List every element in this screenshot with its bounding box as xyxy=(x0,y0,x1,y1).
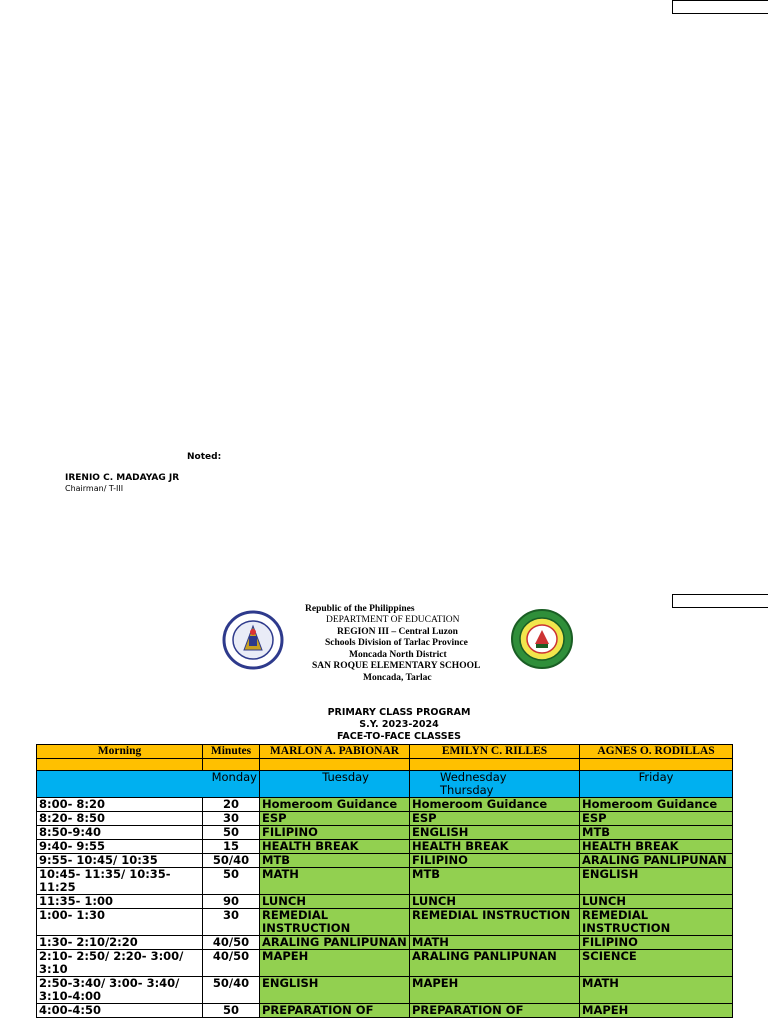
subject-cell: FILIPINO xyxy=(580,936,733,950)
subject-cell: Homeroom Guidance xyxy=(580,798,733,812)
subject-cell: LUNCH xyxy=(260,895,410,909)
subject-cell: ENGLISH xyxy=(410,826,580,840)
program-title: PRIMARY CLASS PROGRAM xyxy=(327,707,471,718)
day-label: Thursday xyxy=(440,783,494,797)
class-program-table xyxy=(36,744,733,1018)
subject-cell: MAPEH xyxy=(580,1004,733,1018)
table-row xyxy=(37,798,733,812)
minutes-cell: 50 xyxy=(203,1004,260,1018)
header-cell: Morning xyxy=(37,745,203,759)
subject-cell: SCIENCE xyxy=(580,950,733,977)
table-row xyxy=(37,812,733,826)
signatory-name: IRENIO C. MADAYAG JR xyxy=(65,473,180,483)
day-label: Monday xyxy=(211,770,257,784)
day-label: Tuesday xyxy=(322,770,369,784)
signatory-title: Chairman/ T-III xyxy=(65,484,124,493)
subject-cell: HEALTH BREAK xyxy=(410,840,580,854)
day-label: Friday xyxy=(638,770,674,784)
table-row xyxy=(37,950,733,977)
division-line: Schools Division of Tarlac Province xyxy=(325,638,468,648)
republic-line: Republic of the Philippines xyxy=(305,604,415,614)
minutes-cell: 40/50 xyxy=(203,936,260,950)
minutes-cell: 50 xyxy=(203,868,260,895)
subject-cell: Homeroom Guidance xyxy=(260,798,410,812)
subject-cell: PREPARATION OF xyxy=(260,1004,410,1018)
minutes-cell: 20 xyxy=(203,798,260,812)
subject-cell: ESP xyxy=(410,812,580,826)
region-line: REGION III – Central Luzon xyxy=(337,627,458,637)
day-label: Wednesday xyxy=(440,770,507,784)
subject-cell: MAPEH xyxy=(410,977,580,1004)
subject-cell: MTB xyxy=(580,826,733,840)
minutes-cell: 90 xyxy=(203,895,260,909)
top-right-frame xyxy=(672,0,768,14)
subject-cell: REMEDIAL INSTRUCTION xyxy=(260,909,410,936)
subject-cell: ENGLISH xyxy=(260,977,410,1004)
subject-cell: LUNCH xyxy=(410,895,580,909)
time-cell: 11:35- 1:00 xyxy=(37,895,203,909)
table-row xyxy=(37,895,733,909)
subject-cell: ARALING PANLIPUNAN xyxy=(410,950,580,977)
time-cell: 1:30- 2:10/2:20 xyxy=(37,936,203,950)
minutes-cell: 40/50 xyxy=(203,950,260,977)
table-header-row xyxy=(37,745,733,759)
time-cell: 10:45- 11:35/ 10:35- 11:25 xyxy=(37,868,203,895)
location-line: Moncada, Tarlac xyxy=(363,673,432,683)
subject-cell: HEALTH BREAK xyxy=(260,840,410,854)
time-cell: 9:40- 9:55 xyxy=(37,840,203,854)
department-line: DEPARTMENT OF EDUCATION xyxy=(326,615,460,625)
school-seal-icon xyxy=(510,608,574,670)
subject-cell: ARALING PANLIPUNAN xyxy=(260,936,410,950)
subject-cell: MATH xyxy=(260,868,410,895)
subject-cell: PREPARATION OF xyxy=(410,1004,580,1018)
header-cell: EMILYN C. RILLES xyxy=(410,745,580,759)
district-line: Moncada North District xyxy=(349,650,447,660)
minutes-cell: 50/40 xyxy=(203,854,260,868)
table-row xyxy=(37,977,733,1004)
table-row xyxy=(37,854,733,868)
school-year: S.Y. 2023-2024 xyxy=(359,719,439,730)
deped-seal-icon xyxy=(222,610,284,670)
time-cell: 8:50-9:40 xyxy=(37,826,203,840)
days-row xyxy=(37,771,733,798)
school-line: SAN ROQUE ELEMENTARY SCHOOL xyxy=(312,661,481,671)
subject-cell: MATH xyxy=(410,936,580,950)
time-cell: 2:10- 2:50/ 2:20- 3:00/ 3:10 xyxy=(37,950,203,977)
subject-cell: REMEDIAL INSTRUCTION xyxy=(580,909,733,936)
table-row xyxy=(37,840,733,854)
subject-cell: MTB xyxy=(410,868,580,895)
minutes-cell: 50 xyxy=(203,826,260,840)
subject-cell: FILIPINO xyxy=(410,854,580,868)
header-cell: AGNES O. RODILLAS xyxy=(580,745,733,759)
subject-cell: REMEDIAL INSTRUCTION xyxy=(410,909,580,936)
subject-cell: FILIPINO xyxy=(260,826,410,840)
header-cell: MARLON A. PABIONAR xyxy=(260,745,410,759)
noted-label: Noted: xyxy=(187,452,222,462)
subject-cell: ESP xyxy=(260,812,410,826)
time-cell: 4:00-4:50 xyxy=(37,1004,203,1018)
blank-row xyxy=(37,759,733,771)
minutes-cell: 15 xyxy=(203,840,260,854)
table-row xyxy=(37,868,733,895)
subject-cell: MTB xyxy=(260,854,410,868)
second-page-frame xyxy=(672,594,768,608)
subject-cell: Homeroom Guidance xyxy=(410,798,580,812)
time-cell: 9:55- 10:45/ 10:35 xyxy=(37,854,203,868)
subject-cell: MAPEH xyxy=(260,950,410,977)
table-row xyxy=(37,909,733,936)
subject-cell: HEALTH BREAK xyxy=(580,840,733,854)
class-mode: FACE-TO-FACE CLASSES xyxy=(337,731,461,742)
subject-cell: ENGLISH xyxy=(580,868,733,895)
time-cell: 1:00- 1:30 xyxy=(37,909,203,936)
subject-cell: ARALING PANLIPUNAN xyxy=(580,854,733,868)
time-cell: 8:20- 8:50 xyxy=(37,812,203,826)
table-row xyxy=(37,936,733,950)
subject-cell: MATH xyxy=(580,977,733,1004)
table-row xyxy=(37,826,733,840)
time-cell: 8:00- 8:20 xyxy=(37,798,203,812)
subject-cell: ESP xyxy=(580,812,733,826)
header-cell: Minutes xyxy=(203,745,260,759)
minutes-cell: 30 xyxy=(203,909,260,936)
table-row xyxy=(37,1004,733,1018)
subject-cell: LUNCH xyxy=(580,895,733,909)
minutes-cell: 30 xyxy=(203,812,260,826)
minutes-cell: 50/40 xyxy=(203,977,260,1004)
time-cell: 2:50-3:40/ 3:00- 3:40/ 3:10-4:00 xyxy=(37,977,203,1004)
